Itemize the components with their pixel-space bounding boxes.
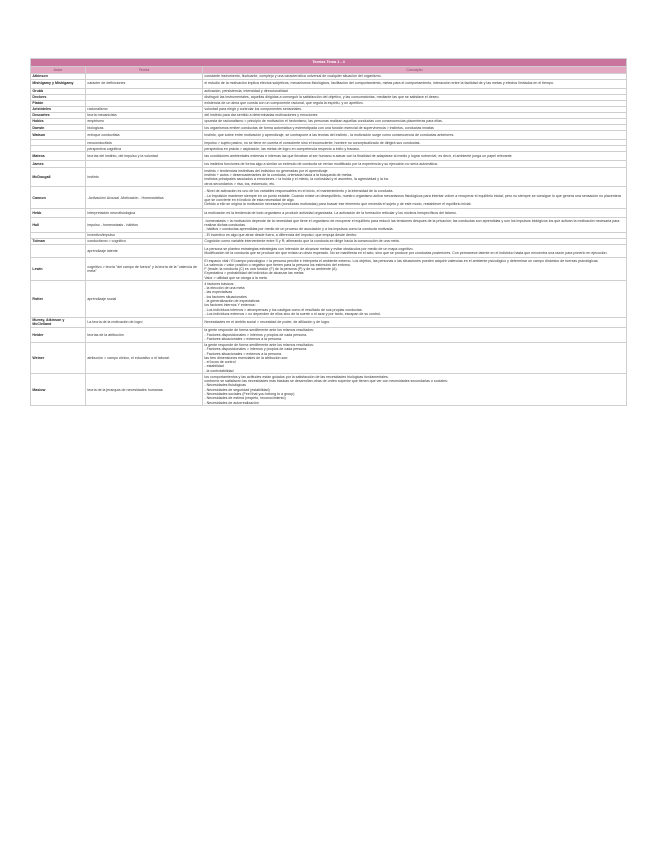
table-row	[31, 374, 627, 406]
concept-cell	[203, 152, 627, 161]
concept-line: instintos principales asociados a emociones > la huida y el miedo, la curiosidad y el asombro, la agresividad y la ira.	[204, 177, 389, 182]
concept-line: F (tmale: la conducta (C) es una función (F) de la persona (P) y de su ambiente (A).	[204, 267, 338, 272]
concept-line: la gente responde de forma serdiferente ante los mismos resultados:	[204, 328, 314, 333]
concept-line: los instintos funciones de forma algo a similar un estímulo de conducta se verían modificado por la experiencia y su ejecución no sería automática.	[204, 162, 438, 167]
concept-line: activación, persistencia, intensidad y direccionalidad	[204, 89, 288, 94]
theory-cell: impulso - homeostasis - hábitos	[86, 218, 203, 233]
concept-cell	[203, 168, 627, 187]
concept-line: el estudio de la motivación implica efectos subjetivos, mecanismos fisiológicos, facilitación del comportamiento, metas para el comportamiento, interacción entre la facilidad de y las metas y efectos limitados en el tiempo.	[204, 81, 554, 86]
theory-cell	[86, 161, 203, 168]
theory-sheet	[30, 58, 626, 406]
table-row	[31, 327, 627, 342]
author-cell: Platón	[31, 100, 86, 106]
concept-cell	[203, 187, 627, 209]
author-cell: Hobbs	[31, 119, 86, 125]
concept-line: Valor > utilidad que se otorga a la meta	[204, 275, 267, 280]
table-header-row	[31, 66, 627, 73]
author-cell: Mishigamy y Mishigamy	[31, 79, 86, 88]
author-cell: Lewin	[31, 258, 86, 281]
author-cell: Weiner	[31, 342, 86, 374]
concept-line: conforme se satisfacen las necesidades más básicas se desarrollan otras de orden superior que tienen que ver con necesidades secundarias o sociales:	[204, 379, 448, 384]
concept-cell	[203, 327, 627, 342]
theory-cell: aprendizaje latente	[86, 245, 203, 258]
author-cell: James	[31, 161, 86, 168]
concept-line: otros secundarios > risa, tos, estornudo, etc.	[204, 181, 276, 186]
theory-cell: teorías de la atribución	[86, 327, 203, 342]
concept-cell	[203, 245, 627, 258]
concept-cell	[203, 281, 627, 317]
author-cell: Darwin	[31, 125, 86, 131]
concept-line: La valencia > valor positivo o negativo que tienen para la persona los estímulos del entorno.	[204, 262, 351, 267]
concept-line: - los factores situacionales	[204, 294, 247, 299]
concept-line: - estabilidad	[204, 364, 224, 369]
theory-cell: conductismo > cognitivo	[86, 239, 203, 245]
concept-line: - El incentivo es algo que atrae desde fuera, a diferencia del impulso, que empuja desde dentro.	[204, 233, 358, 238]
header-theory: Teoría	[86, 66, 203, 73]
theory-cell: carácter de definiciones	[86, 79, 203, 88]
theory-cell: -Activación/ Arousal -Motivación - Homeostática	[86, 187, 203, 209]
theory-cell: neoconductista	[86, 140, 203, 146]
concept-line: instinto > tendencias instintivas del individuo no generadas por el aprendizaje	[204, 168, 328, 173]
concept-cell	[203, 79, 627, 88]
concept-line: - Necesidades fisiológicas	[204, 383, 246, 388]
concept-line: Necesidades en el ámbito social > necesidad de poder, de afiliación y de logro.	[204, 320, 331, 325]
table-row	[31, 209, 627, 218]
theory-cell: enfoque conductista	[86, 131, 203, 140]
theory-cell: teoría de la jerarquía de necesidades humanas.	[86, 374, 203, 406]
table-title: Teorías Tema 1 - 4	[31, 59, 627, 67]
table-row	[31, 168, 627, 187]
concept-line: - la elección de una meta	[204, 286, 245, 291]
concept-line: - la controlabilidad	[204, 368, 234, 373]
theory-cell: racionalismo	[86, 106, 203, 112]
header-author: Autor	[31, 66, 86, 73]
concept-cell	[203, 209, 627, 218]
theory-cell: perspectiva cognitiva	[86, 146, 203, 152]
concept-line: - Necesidades sociales (Feel that you belong to a group)	[204, 392, 295, 397]
concept-line: - hábitos > conductas aprendidas por medio de un proceso de asociación y a los impulsos como la conducta motivada.	[204, 227, 394, 232]
theory-cell: instinto	[86, 168, 203, 187]
concept-line: constante instrumento, fluctuante, complejo y una característica universal de cualquier situación del organismo.	[204, 73, 382, 78]
concept-line: Modificación de la conducta que se produce sin que exista un obvio esperado. No se manifiesta en el acto, sino que se produce por conductas posteriores. Con permanece latente en el individuo hasta que encuentra una razón para ponerlo en ejecución.	[204, 251, 608, 256]
concept-line: - Factores disposicionales > internos y propios de cada persona.	[204, 332, 308, 337]
concept-line: perspectiva en prácta > aspiración, las metas de logro en competencia respecto a éxito y fracaso.	[204, 146, 360, 151]
theory-cell: aprendizaje social	[86, 281, 203, 317]
concept-line: opuesta de racionalismo > principio de motivación el hedonismo, las personas realizan aquellas conductas con consecuencias placenteras para ellas.	[204, 119, 443, 124]
concept-line: instinto, que sobre entre motivación y aprendizaje, se contrapone a las teorías del instinto - la motivación surge como consecuencia de conductas anteriores.	[204, 133, 455, 138]
author-cell: Deckers	[31, 94, 86, 100]
concept-line: - Los individuos externos > no dependen de ellos sino de la suerte o el azar y por tanto, escapan de su control.	[204, 311, 381, 316]
concept-line: - Factores situacionales > externos a la persona.	[204, 336, 282, 341]
concept-line: - Factores situacionales > externos a la persona.	[204, 351, 282, 356]
concept-line: impulso > sujeto pasivo, no se tiene en cuenta el consciente sino el inconsciente, hombre no conceptualizado de dirigirá sus conductas.	[204, 140, 421, 145]
concept-line: 4 factores básicos:	[204, 281, 235, 286]
concept-line: los organismos emiten conductas de forma automática y estereotipada con una función esencial de supervivencia > instintos, conductas innatas	[204, 125, 434, 130]
table-row	[31, 131, 627, 140]
author-cell: Aristóteles	[31, 106, 86, 112]
concept-line: voluntad para elegir y controlar los componentes sensoriales.	[204, 107, 303, 112]
table-row	[31, 161, 627, 168]
author-cell: Tolman	[31, 239, 86, 245]
concept-cell	[203, 131, 627, 140]
concept-cell	[203, 218, 627, 233]
table-row	[31, 152, 627, 161]
table-row	[31, 342, 627, 374]
concept-line: -homeostasis > la motivación depende de la necesidad que tiene el organismo de recuperar el equilibrio para reducir las tensiones después de la privación; las conductas son aprendidas y son los impulsos biológicos los que activan la motivación necesaria para realizar dichas conductas.	[204, 218, 620, 227]
table-row	[31, 187, 627, 209]
concept-line: las tres dimensiones esenciales de la atribución son:	[204, 355, 289, 360]
author-cell: Cannon	[31, 187, 86, 209]
concept-line: - Factores disposicionales > internos y propios de cada persona.	[204, 347, 308, 352]
concept-line: - Necesidades de autorrealización	[204, 400, 259, 405]
table-row	[31, 258, 627, 281]
concept-line: Debido a ello se origina la motivación necesaria (conductas motivadas) para buscar ese elemento que necesita el sujeto y de este modo, restablecer el equilibrio inicial.	[204, 202, 472, 207]
concept-line: - La Impulsión mantener siempre en un punto estable. Cuando existe un desequilibrio, nuestro organismo activa mecanismos fisiológicos para intentar volver a recuperar el equilibrio inicial; pero no siempre se consigue lo que genera una sensación no placentera que se convierte en el indicio de esta necesidad de algo	[204, 193, 621, 202]
table-row	[31, 281, 627, 317]
concept-line: los factores internos Y externos:	[204, 303, 256, 308]
concept-line: los comportamientos y las actitudes están guiados por la satisfacción de las necesidades biológicas fundamentales.	[204, 374, 389, 379]
theory-cell: biologicas	[86, 125, 203, 131]
concept-line: las condiciones ambientales externas e internas las que llevaban al ser humano a actuar con la finalidad de adaptarse al medio y lograr sobrevivir, es decir, el ambiente juega un papel relevante	[204, 154, 512, 159]
theory-cell: empirismo	[86, 119, 203, 125]
concept-line: la gente responde de forma serdiferente ante los mismos resultados:	[204, 343, 314, 347]
concept-cell	[203, 342, 627, 374]
concept-line: - Los individuos internos > atrompensas y los castigos como el resultado de sus propias conductas.	[204, 307, 363, 312]
author-cell: Hebb	[31, 209, 86, 218]
author-cell: Mateos	[31, 152, 86, 161]
header-concept: Concepto	[203, 66, 627, 73]
concept-line: Cognición como variable interveniente entre S y R; afirmando que la conducta se dirige hacia la consecución de una meta.	[204, 239, 400, 244]
theory-cell: cognitivo > teoría "del campo de fuerza" y la teoría de la "valencia de meta"	[86, 258, 203, 281]
author-cell: Rotter	[31, 281, 86, 317]
theory-cell: La teoría de la motivación de logro	[86, 317, 203, 327]
author-cell: Descartes	[31, 112, 86, 118]
concept-cell	[203, 317, 627, 327]
concept-line: la motivación es la tendencia de todo organismo a producir actividad organizada. La activación de la formación reticular y los núcleos inespecíficos del tálamo.	[204, 211, 457, 216]
table-body	[31, 73, 627, 406]
author-cell: McDougall	[31, 168, 86, 187]
table-row	[31, 79, 627, 88]
concept-line: La persona se planteo estrategias estrategias con intención de alcanzar metas y evitar obstáculos por medio de un mapa cognitivo.	[204, 246, 414, 251]
theory-cell: teoría mecanicista	[86, 112, 203, 118]
author-cell: Atkinson	[31, 73, 86, 79]
author-cell: Grubb	[31, 88, 86, 94]
author-cell: Watson	[31, 131, 86, 140]
theory-cell: atribución > campo clínico, el educativo o el laboral.	[86, 342, 203, 374]
concept-line: - Necesidades de estima (respeto, reconocimiento)	[204, 396, 286, 401]
table-row	[31, 245, 627, 258]
theories-table	[30, 58, 627, 406]
table-row	[31, 218, 627, 233]
concept-line: - la generalización de expectativas	[204, 298, 260, 303]
concept-line: - el locus de control	[204, 360, 236, 365]
theory-cell: teorías del instinto, del impulso y la voluntad	[86, 152, 203, 161]
author-cell	[31, 245, 86, 258]
concept-line: - las expectativas	[204, 290, 233, 295]
table-row	[31, 317, 627, 327]
concept-line: Expectativa > probabilidad del individuo de alcanzar las metas	[204, 271, 304, 276]
concept-line: - Necesidades de seguridad (estabilidad)	[204, 387, 270, 392]
concept-cell	[203, 374, 627, 406]
concept-line: distinguir las instrumentales, aquellas dirigidas a conseguir la satisfacción del objetivo, y las consumatorias, mediante las que se satisface el deseo.	[204, 95, 440, 100]
concept-line: existencia de un alma que consta con un componente racional, que regula la espíritu, y un apetitivo.	[204, 101, 364, 106]
author-cell: Hull	[31, 218, 86, 233]
concept-cell	[203, 161, 627, 168]
theory-cell: interpretación neurofisiológica	[86, 209, 203, 218]
author-cell: Murray, Atkinson y McClelland	[31, 317, 86, 327]
concept-line: El espacio vital / El campo psicológico > la persona percibe e interpreta el ambiente externo. Los objetos, las personas o las situaciones pueden adquirir valencias en el ambiente psicológico y determinar un campo dinámico de fuerzas psicológicas.	[204, 258, 599, 263]
author-cell: Maslow	[31, 374, 86, 406]
concept-line: instinto + autos > desencadenantes de la conducta, orientada hacia a la búsqueda de metas.	[204, 173, 353, 178]
concept-line: - Nivel de activación es uno de los variables responsables en el inicio, el mantenimiento y la intensidad de la conducta.	[204, 189, 394, 194]
theory-cell: incentivo/impulso	[86, 232, 203, 238]
table-title-row	[31, 59, 627, 67]
concept-cell	[203, 258, 627, 281]
author-cell: Heider	[31, 327, 86, 342]
concept-line: del instinto para dar sentido a determinadas motivaciones y emociones	[204, 113, 318, 118]
